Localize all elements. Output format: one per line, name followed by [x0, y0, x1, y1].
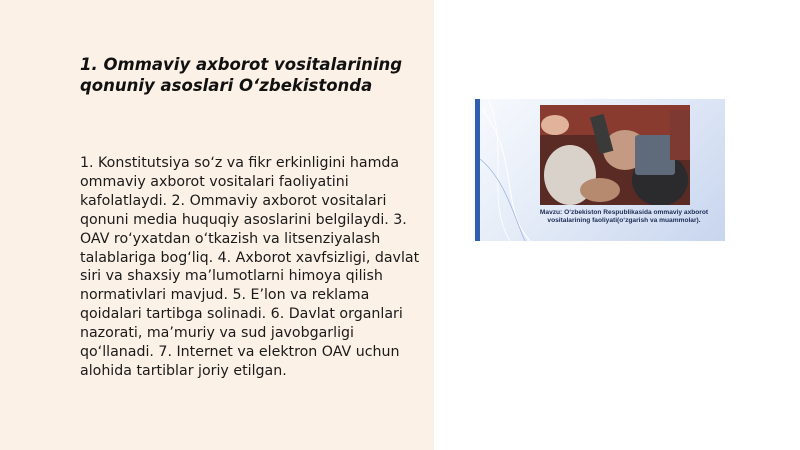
slide-title: 1. Ommaviy axborot vositalarining qonuniy asoslari O‘zbekistonda — [80, 55, 403, 95]
slide-body-text: 1. Konstitutsiya so‘z va fikr erkinligini hamda ommaviy axborot vositalari faoliyatini kafolatlaydi. 2. Ommaviy axborot vositalari qonuni media huquqiy asoslarini belgilaydi. 3. OAV ro‘yxatdan o‘tkazish va litsenziyalash talablariga bog‘liq. 4. Axborot xavfsizligi, davlat siri va shaxsiy ma’lumotlarni himoya qilish normativlari mavjud. 5. E’lon va reklama qoidalari tartibga solinadi. 6. Davlat organlari nazorati, ma’muriy va sud javobgarligi qo‘llanadi. 7. Internet va elektron OAV uchun alohida tartiblar joriy etilgan. — [80, 155, 420, 379]
thumbnail-caption: Mavzu: O‘zbekiston Respublikasida ommaviy axborot vositalarining faoliyati(o‘zgarish va muammolar). — [539, 209, 709, 224]
press-conference-photo — [540, 105, 690, 205]
slide-thumbnail-image — [475, 99, 725, 241]
